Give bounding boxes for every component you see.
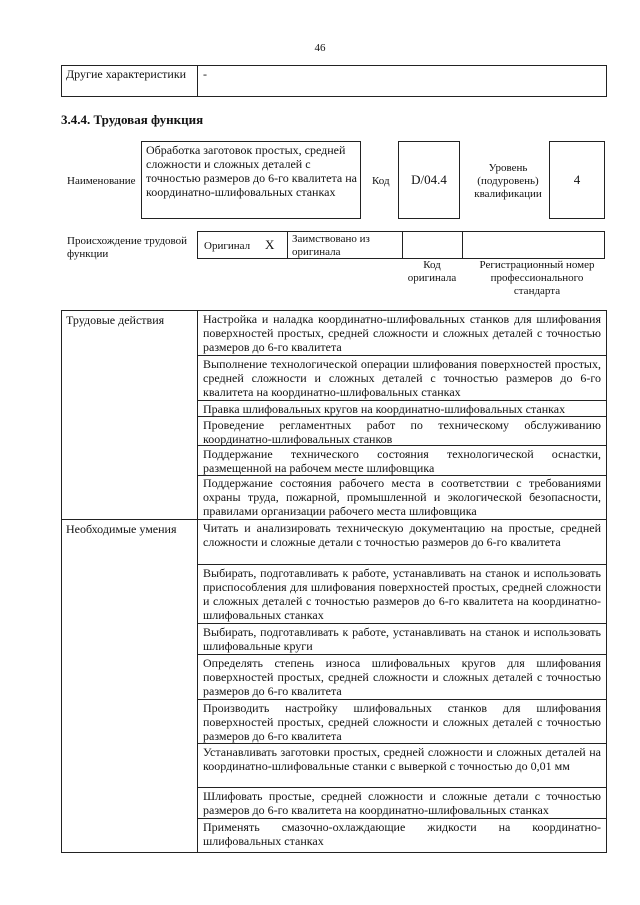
skill-item: Выбирать, подготавливать к работе, устанавливать на станок и использовать шлифовальные круги bbox=[203, 625, 601, 653]
qualification-level: 4 bbox=[573, 172, 581, 187]
skill-item: Производить настройку шлифовальных станков для шлифования поверхностей простых, средней сложности и сложных деталей с точностью размеров до 6-го квалитета bbox=[203, 701, 601, 743]
section-divider bbox=[61, 519, 607, 520]
original-label: Оригинал bbox=[204, 240, 251, 252]
qualification-level-label: Уровень (подуровень) квалификации bbox=[474, 162, 542, 200]
skill-item: Читать и анализировать техническую документацию на простые, средней сложности и сложные детали с точностью размеров до 6-го квалитета bbox=[203, 521, 601, 549]
labor-action-item: Выполнение технологической операции шлифования поверхностей простых, средней сложности и сложных деталей с точностью размеров до 6-го квалитета на координатно-шлифовальных станках bbox=[203, 357, 601, 399]
row-divider bbox=[197, 355, 607, 356]
origin-divider bbox=[402, 231, 403, 259]
row-divider bbox=[197, 787, 607, 788]
other-characteristics-value: - bbox=[203, 67, 207, 81]
labor-action-item: Правка шлифовальных кругов на координатно-шлифовальных станках bbox=[203, 402, 566, 416]
origin-table bbox=[197, 231, 605, 259]
labor-action-item: Проведение регламентных работ по техническому обслуживанию координатно-шлифовальных станков bbox=[203, 418, 601, 446]
row-divider bbox=[197, 818, 607, 819]
row-divider bbox=[197, 564, 607, 565]
labor-action-item: Поддержание технического состояния технологической оснастки, размещенной на рабочем месте шлифовщика bbox=[203, 447, 601, 475]
reg-number-label: Регистрационный номер профессионального стандарта bbox=[479, 259, 595, 297]
skill-item: Шлифовать простые, средней сложности и сложные детали с точностью размеров до 6-го квалитета на координатно-шлифовальных станках bbox=[203, 789, 601, 817]
row-divider bbox=[197, 445, 607, 446]
row-divider bbox=[197, 654, 607, 655]
function-code: D/04.4 bbox=[411, 172, 447, 187]
required-skills-label: Необходимые умения bbox=[66, 522, 177, 536]
name-label: Наименование bbox=[67, 175, 136, 187]
origin-divider bbox=[462, 231, 463, 259]
function-name: Обработка заготовок простых, средней сложности и сложных деталей с точностью размеров до 6-го квалитета на координатно-шлифовальных станках bbox=[146, 143, 357, 199]
page-number: 46 bbox=[314, 42, 326, 54]
skill-item: Определять степень износа шлифовальных кругов для шлифования поверхностей простых, средней сложности и сложных деталей с точностью размеров до 6-го квалитета bbox=[203, 656, 601, 698]
row-divider bbox=[197, 416, 607, 417]
labor-action-item: Настройка и наладка координатно-шлифовальных станков для шлифования поверхностей простых, средней сложности и сложных деталей с точностью размеров до 6-го квалитета bbox=[203, 312, 601, 354]
main-table-column-divider bbox=[197, 310, 198, 853]
row-divider bbox=[197, 699, 607, 700]
code-original-label: Код оригинала bbox=[407, 259, 457, 284]
other-characteristics-label: Другие характеристики bbox=[66, 67, 187, 81]
origin-label: Происхождение трудовой функции bbox=[67, 235, 188, 260]
skill-item: Применять смазочно-охлаждающие жидкости на координатно-шлифовальных станках bbox=[203, 820, 601, 848]
code-label: Код bbox=[372, 175, 390, 187]
row-divider bbox=[197, 623, 607, 624]
labor-action-item: Поддержание состояния рабочего места в соответствии с требованиями охраны труда, пожарной, промышленной и экологической безопасности, правилами организации рабочего места шлифовщика bbox=[203, 476, 601, 518]
row-divider bbox=[197, 400, 607, 401]
labor-actions-label: Трудовые действия bbox=[66, 313, 165, 327]
borrowed-label: Заимствовано из оригинала bbox=[292, 233, 370, 258]
skill-item: Выбирать, подготавливать к работе, устанавливать на станок и использовать приспособления для шлифования поверхностей простых, средней сложности и сложных деталей с точностью размеров до 6-го квалитета на координатно-шлифовальных станках bbox=[203, 566, 601, 622]
section-title: 3.4.4. Трудовая функция bbox=[61, 112, 204, 127]
origin-divider bbox=[287, 231, 288, 259]
table-divider bbox=[197, 65, 198, 97]
original-mark: X bbox=[265, 237, 275, 252]
skill-item: Устанавливать заготовки простых, средней сложности и сложных деталей на координатно-шлифовальные станки с выверкой с точностью до 0,01 мм bbox=[203, 745, 601, 773]
row-divider bbox=[197, 743, 607, 744]
